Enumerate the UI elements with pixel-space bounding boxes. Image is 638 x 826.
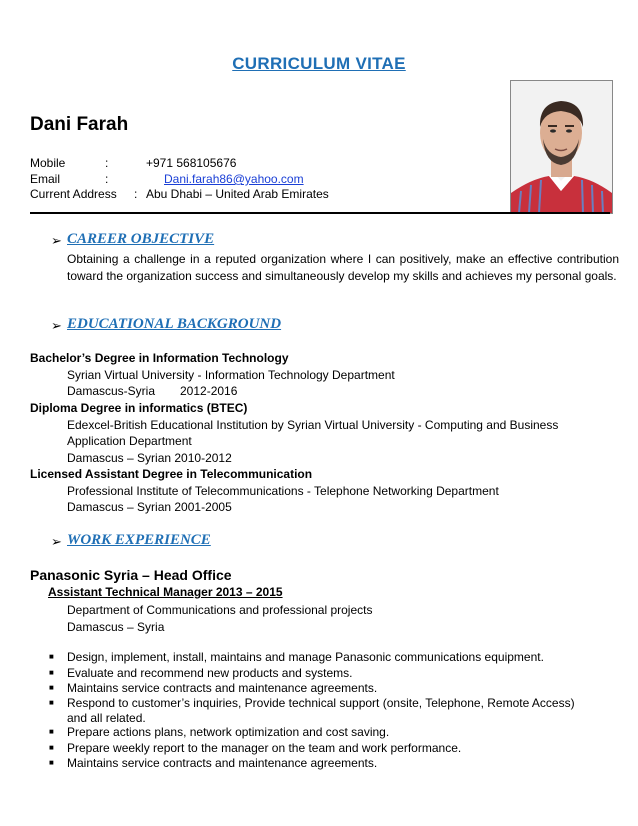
- list-item: Respond to customer’s inquiries, Provide technical support (onsite, Telephone, Remote Access): [67, 696, 575, 710]
- company-name: Panasonic Syria – Head Office: [30, 567, 232, 583]
- portrait-image: [511, 81, 612, 213]
- address-label: Current Address: [30, 187, 117, 201]
- email-label: Email: [30, 172, 61, 186]
- email-separator: :: [105, 172, 109, 186]
- mobile-value: +971 568105676: [146, 156, 237, 170]
- objective-paragraph: Obtaining a challenge in a reputed organization where I can positively, make an effective contribution toward the organization success and simultaneously develop my skills and achieves my personal goals.: [67, 252, 619, 283]
- section-heading-work-experience: WORK EXPERIENCE: [67, 532, 211, 548]
- list-item: Maintains service contracts and maintenance agreements.: [67, 756, 378, 770]
- degree-detail: Syrian Virtual University - Information Technology Department: [67, 368, 395, 382]
- square-bullet-icon: ■: [49, 683, 54, 692]
- candidate-name: Dani Farah: [30, 114, 129, 135]
- degree-years: 2012-2016: [180, 384, 238, 398]
- square-bullet-icon: ■: [49, 698, 54, 707]
- list-item: Maintains service contracts and maintenance agreements.: [67, 681, 378, 695]
- square-bullet-icon: ■: [49, 743, 54, 752]
- address-value: Abu Dhabi – United Arab Emirates: [146, 187, 329, 201]
- page-title: CURRICULUM VITAE: [232, 54, 406, 73]
- degree-detail: Edexcel-British Educational Institution by Syrian Virtual University - Computing and Business: [67, 418, 559, 432]
- degree-title: Diploma Degree in informatics (BTEC): [30, 401, 248, 415]
- job-department: Department of Communications and professional projects: [67, 603, 373, 617]
- job-location: Damascus – Syria: [67, 620, 165, 634]
- list-item: Evaluate and recommend new products and systems.: [67, 666, 353, 680]
- degree-detail: Application Department: [67, 434, 192, 448]
- job-role: Assistant Technical Manager 2013 – 2015: [48, 585, 283, 599]
- mobile-label: Mobile: [30, 156, 66, 170]
- degree-title: Bachelor’s Degree in Information Technology: [30, 351, 289, 365]
- arrow-marker-icon: ➢: [51, 318, 62, 333]
- degree-place-years: Damascus – Syrian 2010-2012: [67, 451, 232, 465]
- square-bullet-icon: ■: [49, 727, 54, 736]
- degree-detail: Professional Institute of Telecommunications - Telephone Networking Department: [67, 484, 499, 498]
- section-heading-career-objective: CAREER OBJECTIVE: [67, 231, 215, 247]
- arrow-marker-icon: ➢: [51, 233, 62, 248]
- degree-place: Damascus-Syria: [67, 384, 156, 398]
- arrow-marker-icon: ➢: [51, 534, 62, 549]
- mobile-separator: :: [105, 156, 109, 170]
- header-divider: [30, 212, 610, 214]
- address-separator: :: [134, 187, 138, 201]
- email-link[interactable]: Dani.farah86@yahoo.com: [164, 172, 304, 186]
- square-bullet-icon: ■: [49, 758, 54, 767]
- degree-place-years: Damascus – Syrian 2001-2005: [67, 500, 232, 514]
- degree-title: Licensed Assistant Degree in Telecommunication: [30, 467, 313, 481]
- square-bullet-icon: ■: [49, 652, 54, 661]
- list-item-continuation: and all related.: [67, 711, 146, 725]
- list-item: Prepare weekly report to the manager on the team and work performance.: [67, 741, 462, 755]
- square-bullet-icon: ■: [49, 668, 54, 677]
- list-item: Prepare actions plans, network optimization and cost saving.: [67, 725, 390, 739]
- section-heading-education: EDUCATIONAL BACKGROUND: [67, 316, 282, 332]
- list-item: Design, implement, install, maintains and manage Panasonic communications equipment.: [67, 650, 544, 664]
- profile-photo: [510, 80, 613, 214]
